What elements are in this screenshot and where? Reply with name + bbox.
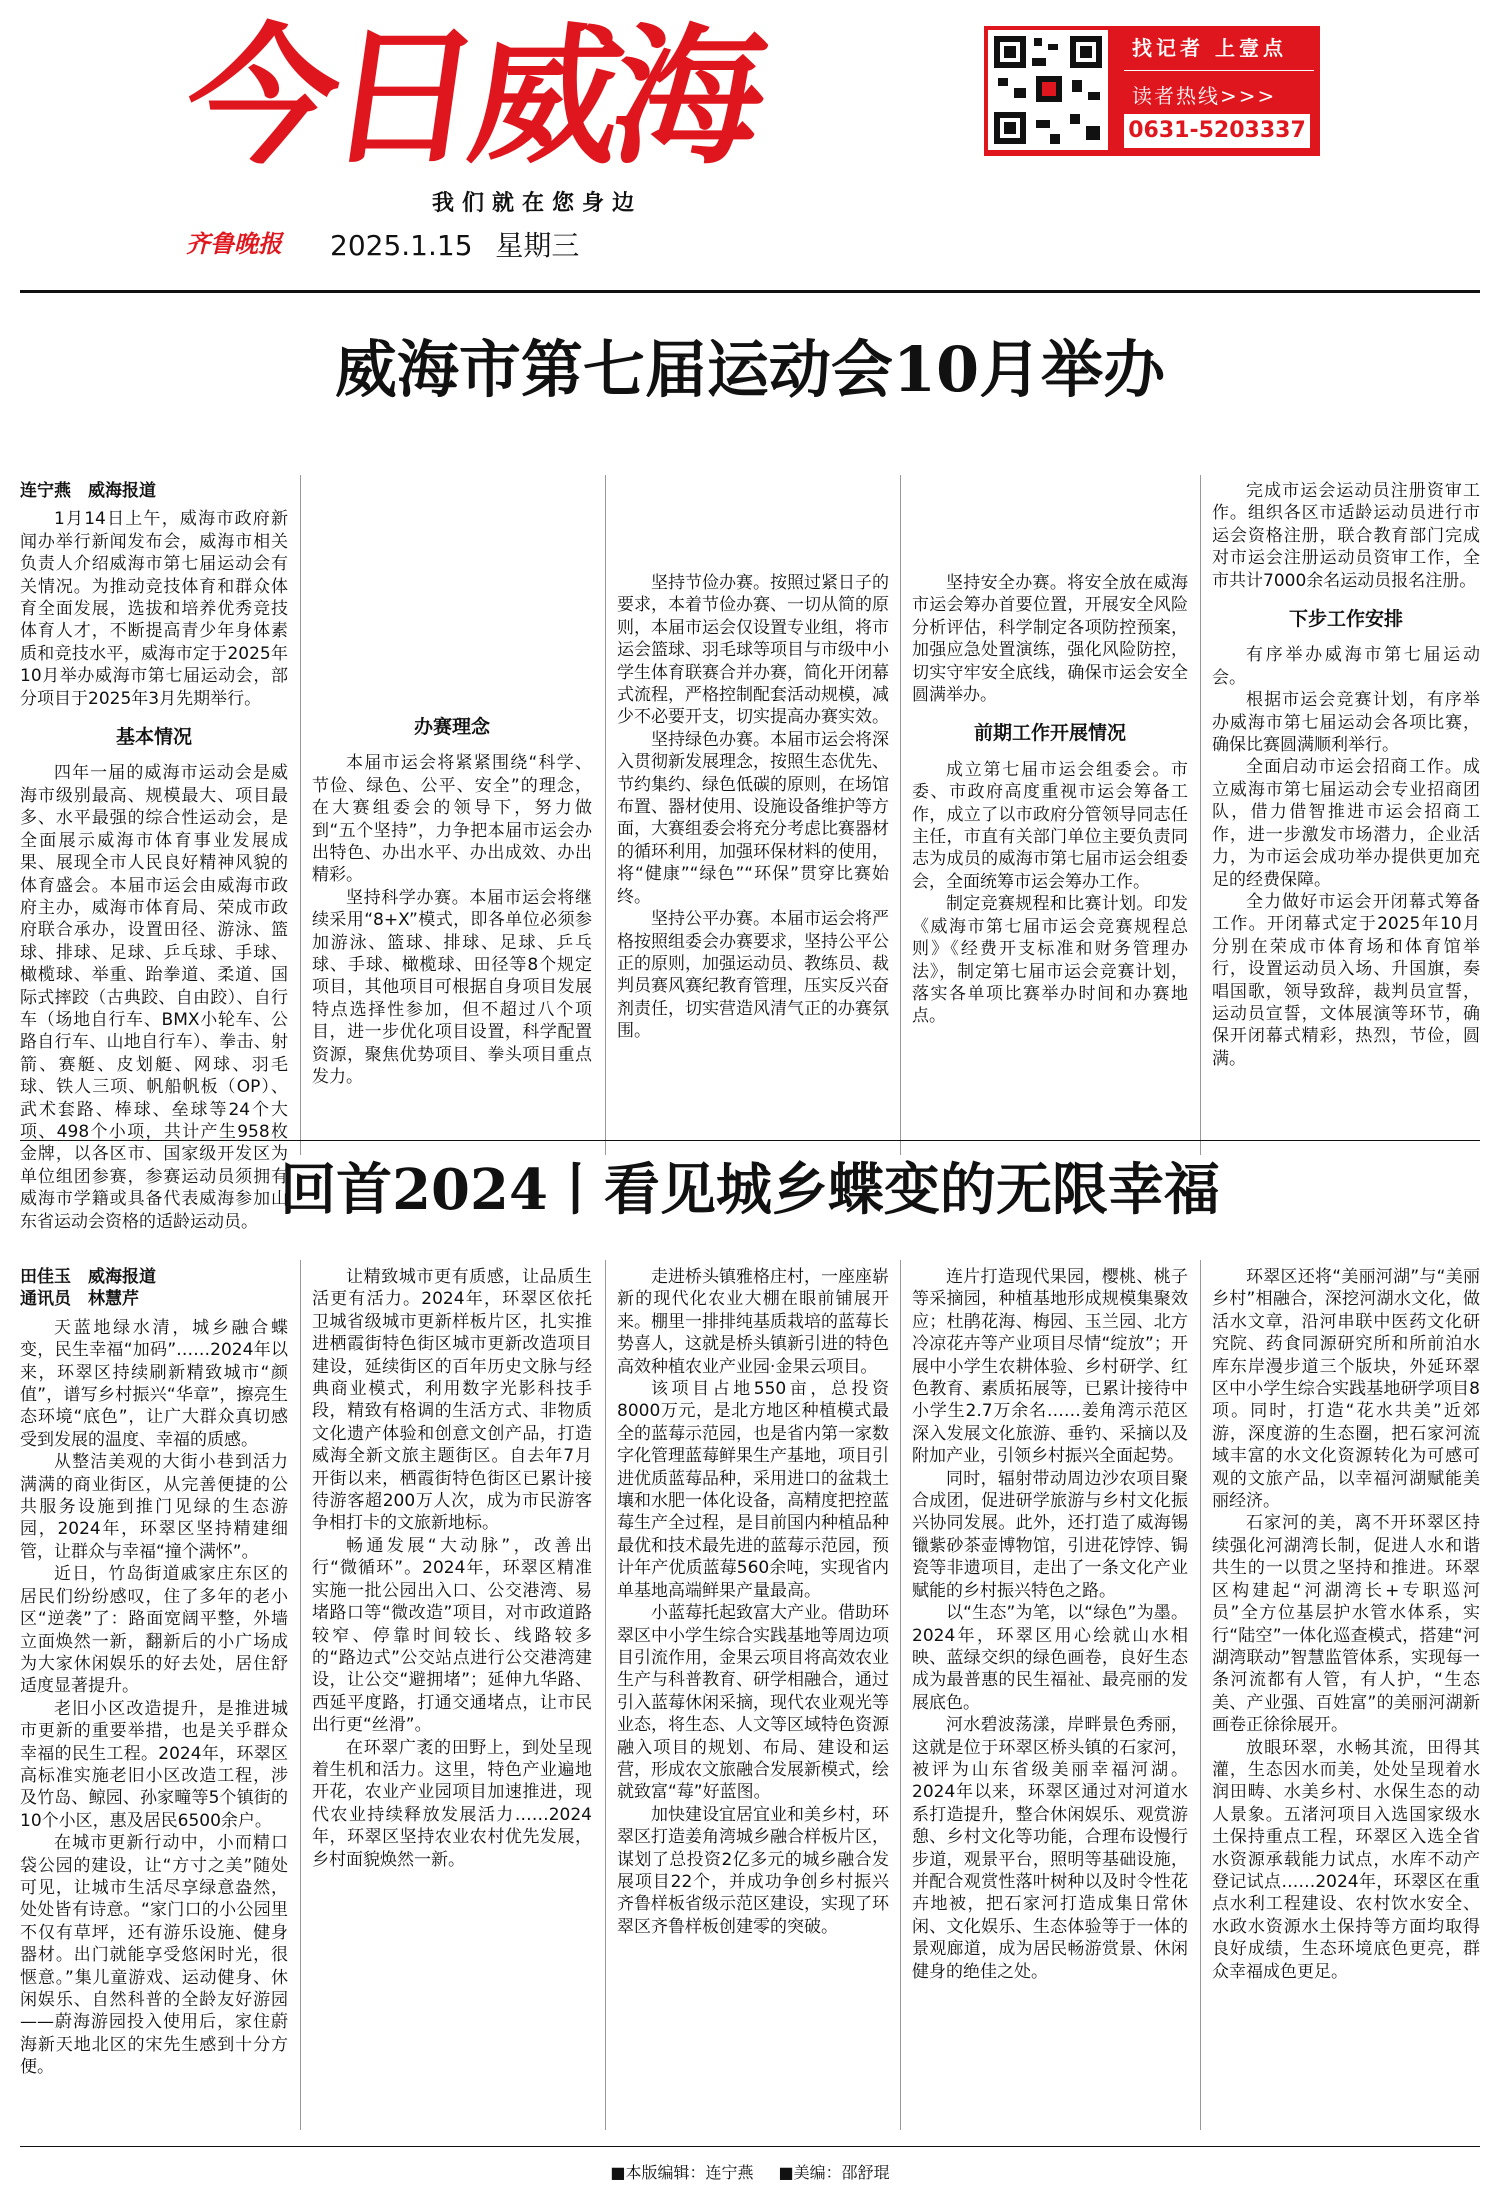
- article1-para: 1月14日上午，威海市政府新闻办举行新闻发布会，威海市相关负责人介绍威海市第七届运动会有关情况。为推动竞技体育和群众体育全面发展，选拔和培养优秀竞技体育人才，不断提高青少年身体素质和竞技水平，威海市定于2025年10月举办威海市第七届运动会，部分项目于2025年3月先期举行。: [20, 509, 288, 709]
- contact-box: [984, 26, 1320, 156]
- article1-para: 本届市运会将紧紧围绕“科学、节俭、绿色、公平、安全”的理念，在大赛组委会的领导下，努力做到“五个坚持”，力争把本届市运会办出特色、办出水平、办出成效、办出精彩。: [312, 753, 592, 886]
- article1-para: 完成市运会运动员注册资审工作。组织各区市适龄运动员进行市运会资格注册，联合教育部门完成对市运会注册运动员资审工作，全市共计7000余名运动员报名注册。: [1212, 481, 1480, 591]
- footer-editor: ■本版编辑：连宁燕: [610, 2163, 754, 2182]
- slogan: 我们就在您身边: [432, 191, 643, 216]
- article2-col1: [20, 1266, 288, 2136]
- article1-col3: [617, 480, 889, 1160]
- article2-col4: [912, 1266, 1188, 2136]
- article2-para: 在城市更新行动中，小而精口袋公园的建设，让“方寸之美”随处可见，让城市生活尽享绿意盎然，处处皆有诗意。“家门口的小公园里不仅有草坪，还有游乐设施、健身器材。出门就能享受悠闲时光，很惬意。”集儿童游戏、运动健身、休闲娱乐、自然科普的全龄友好游园——蔚海游园投入使用后，家住蔚海新天地北区的宋先生感到十分方便。: [20, 1833, 288, 2078]
- article1-subhead: 基本情况: [115, 726, 192, 749]
- article2-para: 天蓝地绿水清，城乡融合蝶变，民生幸福“加码”……2024年以来，环翠区持续刷新精致城市“颜值”，谱写乡村振兴“华章”，擦亮生态环境“底色”，让广大群众真切感受到发展的温度、幸福的质感。: [20, 1317, 288, 1450]
- article1-para: 制定竞赛规程和比赛计划。印发《威海市第七届市运会竞赛规程总则》《经费开支标准和财务管理办法》，制定第七届市运会竞赛计划，落实各单项比赛举办时间和办赛地点。: [912, 894, 1188, 1027]
- contact-line2: 读者热线>>>: [1132, 84, 1277, 108]
- article2-para: 畅通发展“大动脉”，改善出行“微循环”。2024年，环翠区精准实施一批公园出入口、公交港湾、易堵路口等“微改造”项目，对市政道路较窄、停靠时间较长、线路较多的“路边式”公交站点进行公交港湾建设，让公交“避拥堵”；延伸九华路、西延平度路，打通交通堵点，让市民出行更“丝滑”。: [312, 1535, 592, 1736]
- article1-subhead: 办赛理念: [413, 716, 490, 738]
- article2-para: 小蓝莓托起致富大产业。借助环翠区中小学生综合实践基地等周边项目引流作用，金果云项目将高效农业生产与科普教育、研学相融合，通过引入蓝莓休闲采摘，现代农业观光等业态，将生态、人文等区域特色资源融入项目的规划、布局、建设和运营，形成农文旅融合发展新模式，绘就致富“莓”好蓝图。: [617, 1603, 889, 1803]
- reader-hotline[interactable]: 0631-5203337: [1124, 114, 1310, 148]
- article1-para: 坚持节俭办赛。按照过紧日子的要求，本着节俭办赛、一切从简的原则，本届市运会仅设置专业组，将市运会篮球、羽毛球等项目与市级中小学生体育联赛合并办赛，简化开闭幕式流程，严格控制配套活动规模，减少不必要开支，切实提高办赛实效。: [617, 573, 889, 728]
- page-footer: [0, 2160, 1500, 2183]
- article2-col5: [1212, 1266, 1480, 2136]
- article2-byline: 田佳玉 威海报道: [20, 1267, 156, 1287]
- article1-subhead: 前期工作开展情况: [973, 722, 1126, 745]
- article2-para: 河水碧波荡漾，岸畔景色秀丽，这就是位于环翠区桥头镇的石家河，被评为山东省级美丽幸福河湖。2024年以来，环翠区通过对河道水系打造提升，整合休闲娱乐、观赏游憩、乡村文化等功能，合理布设慢行步道，观景平台，照明等基础设施，并配合观赏性落叶树种以及时令性花卉地被，把石家河打造成集日常休闲、文化娱乐、生态体验等于一体的景观廊道，成为居民畅游赏景、休闲健身的绝佳之处。: [912, 1715, 1188, 1982]
- footer-designer: ■美编：邵舒琨: [778, 2163, 890, 2182]
- article2-para: 在环翠广袤的田野上，到处呈现着生机和活力。这里，特色产业遍地开花，农业产业园项目加速推进，现代农业持续释放发展活力……2024年，环翠区坚持农业农村优先发展，乡村面貌焕然一新。: [312, 1737, 592, 1870]
- footer-divider: [20, 2146, 1480, 2147]
- masthead: [0, 0, 1500, 300]
- article1-byline: 连宁燕 威海报道: [20, 481, 156, 501]
- paper-brand: 齐鲁晚报: [186, 229, 282, 258]
- newspaper-logo: 今日威海: [175, 11, 769, 185]
- article2-para: 从整洁美观的大街小巷到活力满满的商业街区，从完善便捷的公共服务设施到推门见绿的生态游园，2024年，环翠区坚持精建细管，让群众与幸福“撞个满怀”。: [20, 1452, 288, 1562]
- article1-para: 全面启动市运会招商工作。成立威海市第七届运动会专业招商团队，借力借智推进市运会招商工作，进一步激发市场潜力，企业活力，为市运会成功举办提供更加充足的经费保障。: [1212, 757, 1480, 890]
- article2-para: 老旧小区改造提升，是推进城市更新的重要举措，也是关乎群众幸福的民生工程。2024年，环翠区高标准实施老旧小区改造工程，涉及竹岛、鲸园、孙家疃等5个镇街的10个小区，惠及居民6500余户。: [20, 1698, 288, 1831]
- article2-byline: 通讯员 林慧芹: [20, 1289, 139, 1310]
- issue-weekday: 星期三: [495, 229, 580, 262]
- article1-col2: [312, 480, 592, 1160]
- article2-para: 放眼环翠，水畅其流，田得其灌，生态因水而美，处处呈现着水润田畴、水美乡村、水保生态的动人景象。五渚河项目入选国家级水土保持重点工程，环翠区入选全省水资源承载能力试点，水库不动产登记试点……2024年，环翠区在重点水利工程建设、农村饮水安全、水政水资源水土保持等方面均取得良好成绩，生态环境底色更亮，群众幸福成色更足。: [1212, 1737, 1480, 1982]
- article2-col2: [312, 1266, 592, 2136]
- masthead-divider: [20, 290, 1480, 293]
- article2-headline: 回首2024丨看见城乡蝶变的无限幸福: [280, 1157, 1220, 1223]
- article1-para: 坚持公平办赛。本届市运会将严格按照组委会办赛要求，坚持公平公正的原则，加强运动员、教练员、裁判员赛风赛纪教育管理，压实反兴奋剂责任，切实营造风清气正的办赛氛围。: [617, 909, 889, 1042]
- article1-para: 根据市运会竞赛计划，有序举办威海市第七届运动会各项比赛，确保比赛圆满顺利举行。: [1212, 690, 1480, 756]
- article2-para: 该项目占地550亩，总投资8000万元，是北方地区种植模式最全的蓝莓示范园，也是省内第一家数字化管理蓝莓鲜果生产基地，项目引进优质蓝莓品种，采用进口的盆栽土壤和水肥一体化设备，高精度把控蓝莓生产全过程，是目前国内种植品种最优和技术最先进的蓝莓示范园，预计年产优质蓝莓560余吨，实现省内单基地高端鲜果产量最高。: [617, 1379, 889, 1601]
- section-divider: [20, 1140, 1480, 1141]
- contact-line1: 找记者 上壹点: [1132, 36, 1287, 60]
- article1-col4: [912, 480, 1188, 1160]
- article1-para: 坚持安全办赛。将安全放在威海市运会筹办首要位置，开展安全风险分析评估，科学制定各项防控预案，加强应急处置演练，强化风险防控，切实守牢安全底线，确保市运会安全圆满举办。: [912, 573, 1188, 706]
- article2-para: 连片打造现代果园，樱桃、桃子等采摘园，种植基地形成规模集聚效应；杜鹃花海、梅园、玉兰园、北方冷凉花卉等产业项目尽情“绽放”；开展中小学生农耕体验、乡村研学、红色教育、素质拓展等，已累计接待中小学生2.7万余名……姜角湾示范区深入发展文化旅游、垂钓、采摘以及附加产业，引领乡村振兴全面起势。: [912, 1267, 1188, 1467]
- article2-para: 同时，辐射带动周边沙农项目聚合成团，促进研学旅游与乡村文化振兴协同发展。此外，还打造了威海锡镴紫砂茶壶博物馆，引进花饽饽、锔瓷等非遗项目，走出了一条文化产业赋能的乡村振兴特色之路。: [912, 1468, 1188, 1601]
- article2-para: 让精致城市更有质感，让品质生活更有活力。2024年，环翠区依托卫城省级城市更新样板片区，扎实推进栖霞街特色街区城市更新改造项目建设，延续街区的百年历史文脉与经典商业模式，利用数字光影科技手段，精致有格调的生活方式、非物质文化遗产体验和创意文创产品，打造威海全新文旅主题街区。自去年7月开街以来，栖霞街特色街区已累计接待游客超200万人次，成为市民游客争相打卡的文旅新地标。: [312, 1267, 592, 1534]
- article1-para: 全力做好市运会开闭幕式筹备工作。开闭幕式定于2025年10月分别在荣成市体育场和体育馆举行，设置运动员入场、升国旗，奏唱国歌，领导致辞，裁判员宣誓，运动员宣誓，文体展演等环节，确保开闭幕式精彩，热烈，节俭，圆满。: [1212, 891, 1480, 1069]
- article2-para: 石家河的美，离不开环翠区持续强化河湖湾长制，促进人水和谐共生的一以贯之坚持和推进。环翠区构建起“河湖湾长+专职巡河员”全方位基层护水管水体系，实行“陆空”一体化巡查模式，搭建“河湖湾联动”智慧监管体系，实现每一条河流都有人管，有人护，“生态美、产业强、百姓富”的美丽河湖新画卷正徐徐展开。: [1212, 1513, 1480, 1736]
- article1-col5: [1212, 480, 1480, 1160]
- article2-para: 加快建设宜居宜业和美乡村，环翠区打造姜角湾城乡融合样板片区，谋划了总投资2亿多元的城乡融合发展项目22个，并成功争创乡村振兴齐鲁样板省级示范区建设，实现了环翠区齐鲁样板创建零的突破。: [617, 1804, 889, 1937]
- article1-para: 有序举办威海市第七届运动会。: [1212, 645, 1480, 688]
- article2-para: 以“生态”为笔，以“绿色”为墨。2024年，环翠区用心绘就山水相映、蓝绿交织的绿色画卷，良好生态成为最普惠的民生福祉、最亮丽的发展底色。: [912, 1603, 1188, 1713]
- article2-para: 近日，竹岛街道戚家庄东区的居民们纷纷感叹，住了多年的老小区“逆袭”了：路面宽阔平整，外墙立面焕然一新，翻新后的小广场成为大家休闲娱乐的好去处，居住舒适度显著提升。: [20, 1564, 288, 1697]
- article2-para: 环翠区还将“美丽河湖”与“美丽乡村”相融合，深挖河湖水文化，做活水文章，沿河串联中医药文化研究院、药食同源研究所和所前泊水库东岸漫步道三个版块，外延环翠区中小学生综合实践基地研学项目8项。同时，打造“花水共美”近郊游，深度游的生态圈，把石家河流域丰富的水文化资源转化为可感可观的文旅产品，以幸福河湖赋能美丽经济。: [1212, 1267, 1480, 1512]
- article2-col3: [617, 1266, 889, 2136]
- article1-subhead: 下步工作安排: [1288, 608, 1403, 631]
- article1-col1: [20, 480, 288, 1232]
- article1-para: 坚持绿色办赛。本届市运会将深入贯彻新发展理念，按照生态优先、节约集约、绿色低碳的原则，在场馆布置、器材使用、设施设备维护等方面，大赛组委会将充分考虑比赛器材的循环利用，加强环保材料的使用，将“健康”“绿色”“环保”贯穿比赛始终。: [617, 729, 889, 907]
- article1-para: 坚持科学办赛。本届市运会将继续采用“8+X”模式，即各单位必须参加游泳、篮球、排球、足球、乒乓球、手球、橄榄球、田径等8个规定项目，其他项目可根据自身项目发展特点选择性参加，但不超过八个项目，进一步优化项目设置，科学配置资源，聚焦优势项目、拳头项目重点发力。: [312, 887, 592, 1088]
- article2-para: 走进桥头镇雅格庄村，一座座崭新的现代化农业大棚在眼前铺展开来。棚里一排排纯基质栽培的蓝莓长势喜人，这就是桥头镇新引进的特色高效种植农业产业园·金果云项目。: [617, 1267, 889, 1377]
- article1-headline: 威海市第七届运动会10月举办: [334, 333, 1166, 406]
- article1-para: 四年一届的威海市运动会是威海市级别最高、规模最大、项目最多、水平最强的综合性运动会，是全面展示威海市体育事业发展成果、展现全市人民良好精神风貌的体育盛会。本届市运会由威海市政府主办，威海市体育局、荣成市政府联合承办，设置田径、游泳、篮球、排球、足球、乒乓球、手球、橄榄球、举重、跆拳道、柔道、国际式摔跤（古典跤、自由跤）、自行车（场地自行车、BMX小轮车、公路自行车、山地自行车）、拳击、射箭、赛艇、皮划艇、网球、羽毛球、铁人三项、帆船帆板（OP）、武术套路、棒球、垒球等24个大项、498个小项，共计产生958枚金牌，以各区市、国家级开发区为单位组团参赛，参赛运动员须拥有威海市学籍或具备代表威海参加山东省运动会资格的适龄运动员。: [20, 763, 288, 1232]
- article1-para: 成立第七届市运会组委会。市委、市政府高度重视市运会筹备工作，成立了以市政府分管领导同志任主任，市直有关部门单位主要负责同志为成员的威海市第七届市运会组委会，全面统筹市运会筹办工作。: [912, 759, 1188, 892]
- issue-date-block: [330, 224, 579, 264]
- qr-code-icon[interactable]: [988, 30, 1108, 150]
- issue-date: 2025.1.15: [330, 229, 473, 262]
